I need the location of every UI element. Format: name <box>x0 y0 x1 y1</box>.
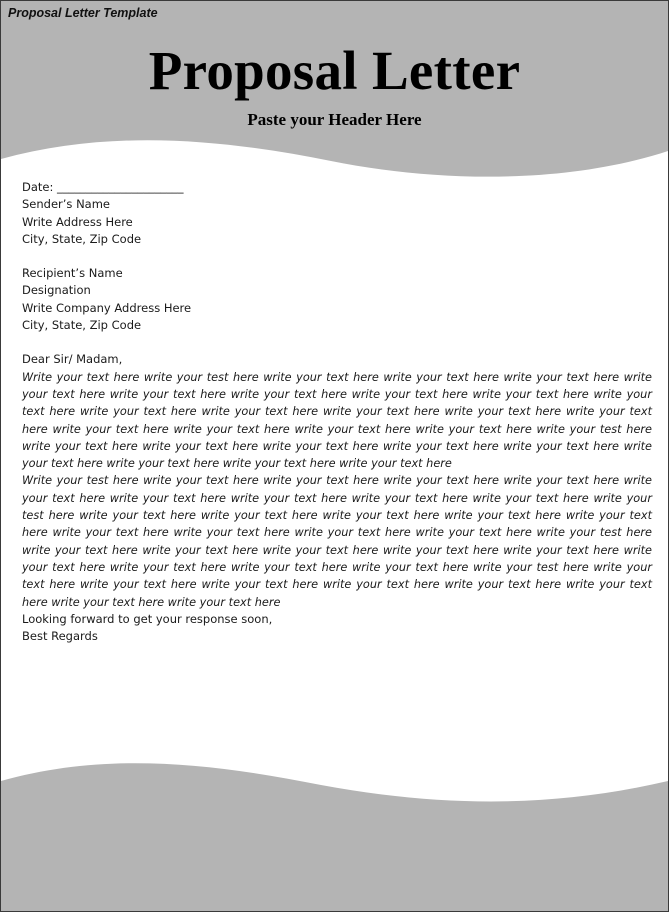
closing-line: Looking forward to get your response soon, <box>22 611 273 626</box>
recipient-designation: Designation <box>22 283 91 298</box>
body-paragraph-2: Write your test here write your text here write your text here write your text here write your text here write your text here write your text here write your text here write your text here write your text here write your test here write your text here write your text here write your text here write your text here write your text here write your text here write your text here write your text here write your text here write your test here write your text here write your text here write your text here write your text here write your text here write your text here write your text here write your text here write your text here write your test here write your text here write your text here write your text here write your text here write your text here write your text here write your text here write your text here <box>22 474 652 609</box>
template-label: Proposal Letter Template <box>8 6 158 20</box>
recipient-address: Write Company Address Here <box>22 300 192 315</box>
date-line: Date: ______________________ <box>22 180 184 194</box>
recipient-name: Recipient’s Name <box>22 266 123 281</box>
page-title: Proposal Letter <box>148 40 521 101</box>
header-placeholder: Paste your Header Here <box>247 110 422 129</box>
recipient-block <box>22 265 652 334</box>
sender-address: Write Address Here <box>22 214 133 229</box>
body-paragraph-1: Write your text here write your test here write your text here write your text here write your text here write your text here write your text here write your text here write your text here write your text here write your text here write your text here write your text here write your text here write your text here write your text here write your text here write your text here write your text here write your text here write your test here write your text here write your text here write your text here write your text here write your text here write your text here write your text here write your text here write your text here <box>22 370 652 471</box>
footer-wave-band <box>1 763 668 911</box>
recipient-city: City, State, Zip Code <box>22 318 142 333</box>
sender-city: City, State, Zip Code <box>22 231 142 246</box>
sender-name: Sender’s Name <box>22 197 110 212</box>
sign-off: Best Regards <box>22 629 98 644</box>
sender-block <box>22 179 652 248</box>
letter-body <box>22 179 652 645</box>
salutation: Dear Sir/ Madam, <box>22 352 123 367</box>
